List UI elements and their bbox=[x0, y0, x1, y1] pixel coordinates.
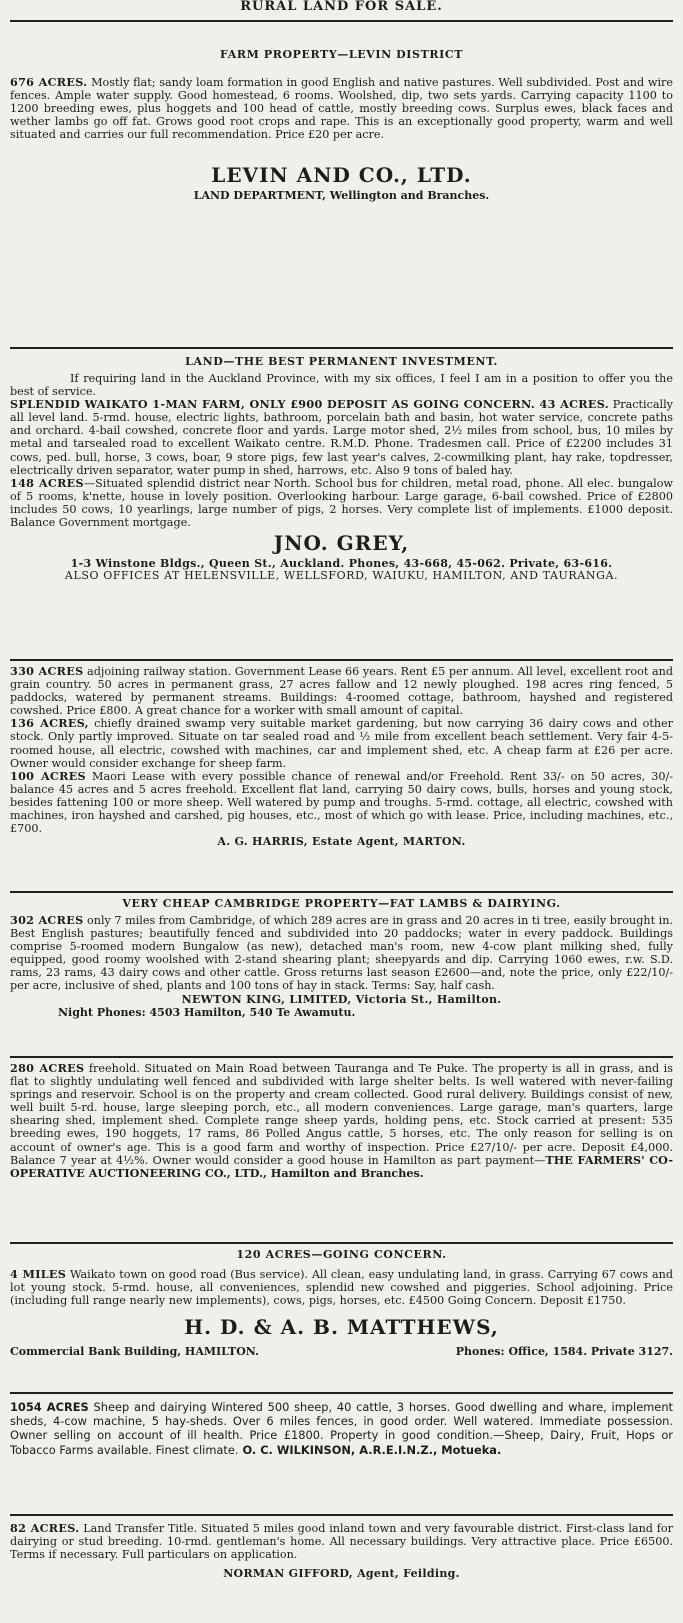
agent-phones: Night Phones: 4503 Hamilton, 540 Te Awamutu. bbox=[58, 1005, 356, 1019]
ad-body bbox=[10, 717, 673, 769]
agent-name: O. C. WILKINSON, A.R.E.I.N.Z., Motueka. bbox=[242, 1442, 502, 1457]
ad-body bbox=[10, 398, 673, 477]
divider bbox=[10, 1242, 673, 1244]
ad-text: only 7 miles from Cambridge, of which 289 acres are in grass and 20 acres in ti tree, easily brought in. Best English pastures; beautifully fenced and subdivided into 20 paddocks; water in every paddock. Buildings comprise 5-roomed modern Bungalow (as new), detached man's room, new 4-cow plant milking shed, fully equipped, good roomy woolshed with 2-stand shearing plant; sheepyards and dip. Carrying 1060 ewes, r.w. S.D. rams, 23 rams, 43 dairy cows and other cattle. Gross returns last season £2600—and, note the price, only £22/10/- per acre, inclusive of shed, plants and 100 tons of hay in stack. Terms: Say, half cash. bbox=[10, 914, 674, 993]
ad-newton-king bbox=[10, 897, 673, 1052]
ad-body bbox=[10, 770, 673, 835]
ad-text: Land Transfer Title. Situated 5 miles good inland town and very favourable district. First-class land for dairying or stud breeding. 10-rmd. gentleman's home. All necessary buildings. Very attractive place. Price £6500. Terms if necessary. Full particulars on application. bbox=[10, 1522, 673, 1562]
ad-lead: 136 ACRES, bbox=[10, 716, 89, 731]
divider bbox=[10, 1514, 673, 1516]
ad-body bbox=[10, 1268, 673, 1307]
ad-matthews bbox=[10, 1248, 673, 1388]
ad-intro: If requiring land in the Auckland Province, with my six offices, I feel I am in a position to offer you the best of service. bbox=[10, 372, 673, 399]
ad-jno-grey bbox=[10, 355, 673, 655]
ad-text: freehold. Situated on Main Road between Tauranga and Te Puke. The property is all in grass, and is flat to slightly undulating well fenced and subdivided with large shelter belts. Is well watered with never-failing springs and reservoir. School is on the property and cream collected. Good rural delivery. Buildings consist of new, well built 5-rd. house, large sleeping porch, etc., all modern conveniences. Large garage, man's quarters, large shearing shed, implement shed. Complete range sheep yards, holding pens, etc. Stock carried at present: 535 breeding ewes, 190 hoggets, 17 rams, 86 Polled Angus cattle, 5 horses, etc. The only reason for selling is on account of owner's age. This is a good farm and worthy of inspection. Price £27/10/- per acre. Deposit £4,000. Balance 7 year at 4½%. Owner would consider a good house in Hamilton as part payment— bbox=[10, 1062, 673, 1167]
ad-lead: 4 MILES bbox=[10, 1267, 67, 1281]
ad-body bbox=[10, 914, 673, 993]
ad-title: LAND—THE BEST PERMANENT INVESTMENT. bbox=[185, 355, 498, 368]
ad-harris bbox=[10, 665, 673, 887]
company-name: H. D. & A. B. MATTHEWS, bbox=[184, 1315, 499, 1340]
ad-text: Sheep and dairying Wintered 500 sheep, 40 cattle, 3 horses. Good dwelling and whare, implement sheds, 4-cow machine, 5 hay-sheds. Over 6 miles fences, in good order. Well watered. Immediate possession. Owner selling on account of ill health. Price £1800. Property in good condition.—Sheep, Dairy, Fruit, Hops or Tobacco Farms available. Finest climate. bbox=[10, 1400, 673, 1457]
ad-text: Maori Lease with every possible chance of renewal and/or Freehold. Rent 33/- on 50 acres, 30/- balance 45 acres and 5 acres freehold. Excellent flat land, carrying 50 dairy cows, bulls, horses and young stock, besides fattening 100 or more sheep. Well watered by pump and troughs. 5-rmd. cottage, all electric, cowshed with machines, iron hayshed and carshed, pig houses, etc., most of which go with lease. Price, including machines, etc., £700. bbox=[10, 769, 673, 836]
ad-lead: 100 ACRES bbox=[10, 768, 86, 783]
company-address: 1-3 Winstone Bldgs., Queen St., Auckland. Phones, 43-668, 45-062. Private, 63-616. bbox=[70, 557, 613, 571]
ad-text: Waikato town on good road (Bus service). All clean, easy undulating land, in grass. Carrying 67 cows and lot young stock. 5-rmd. house, all conveniences, splendid new cowshed and piggeries. School adjoining. Price (including full range nearly new implements), cows, pigs, horses, etc. £4500 Going Concern. Deposit £1750. bbox=[10, 1268, 673, 1308]
ad-lead: SPLENDID WAIKATO 1-MAN FARM, ONLY £900 DEPOSIT AS GOING CONCERN. 43 ACRES. bbox=[10, 397, 609, 412]
ad-lead: 302 ACRES bbox=[10, 913, 84, 927]
company-address-row bbox=[10, 1345, 673, 1359]
ad-gifford bbox=[10, 1522, 673, 1580]
ad-lead: 280 ACRES bbox=[10, 1061, 85, 1075]
agent-name: NORMAN GIFFORD, Agent, Feilding. bbox=[223, 1567, 460, 1581]
agent-name: A. G. HARRIS, Estate Agent, MARTON. bbox=[217, 835, 466, 849]
ad-title: VERY CHEAP CAMBRIDGE PROPERTY—FAT LAMBS & DAIRYING. bbox=[122, 897, 561, 910]
divider bbox=[10, 20, 673, 22]
company-offices: ALSO OFFICES AT HELENSVILLE, WELLSFORD, WAIUKU, HAMILTON, AND TAURANGA. bbox=[64, 569, 619, 583]
ad-lead: 148 ACRES bbox=[10, 475, 84, 490]
section-header: RURAL LAND FOR SALE. bbox=[240, 0, 443, 14]
ad-body bbox=[10, 1400, 673, 1457]
company-name: JNO. GREY, bbox=[273, 531, 410, 556]
ad-title: 120 ACRES—GOING CONCERN. bbox=[236, 1248, 447, 1261]
agent-name: THE FARMERS' CO-OPERATIVE AUCTIONEERING CO., LTD., Hamilton and Branches. bbox=[10, 1152, 673, 1180]
divider bbox=[10, 1392, 673, 1394]
ad-title: FARM PROPERTY—LEVIN DISTRICT bbox=[219, 48, 463, 61]
company-phones: Phones: Office, 1584. Private 3127. bbox=[455, 1345, 673, 1359]
ad-text: —Situated splendid district near North. School bus for children, metal road, phone. All elec. bungalow of 5 rooms, k'nette, house in lovely position. Overlooking harbour. Large garage, 6-bail cowshed. Price of £2800 includes 50 cows, 10 yearlings, large number of pigs, 2 horses. Very complete list of implements. £1000 deposit. Balance Government mortgage. bbox=[10, 476, 674, 530]
agent-name: NEWTON KING, LIMITED, Victoria St., Hamilton. bbox=[181, 992, 502, 1006]
ad-body bbox=[10, 1062, 673, 1180]
ad-body bbox=[10, 76, 673, 141]
divider bbox=[10, 891, 673, 893]
divider bbox=[10, 659, 673, 661]
ad-text: Mostly flat; sandy loam formation in good English and native pastures. Well subdivided. Post and wire fences. Ample water supply. Good homestead, 6 rooms. Woolshed, dip, two sets yards. Carrying capacity 1100 to 1200 breeding ewes, plus hoggets and 100 head of cattle, mostly breeding cows. Surplus ewes, black faces and wether lambs go off fat. Grows good root crops and rape. This is an exceptionally good property, warm and well situated and carries our full recommendation. Price £20 per acre. bbox=[10, 76, 673, 142]
ad-text: chiefly drained swamp very suitable market gardening, but now carrying 36 dairy cows and other stock. Only partly improved. Situate on tar sealed road and ½ mile from excellent beach settlement. Very fair 4-5-roomed house, all electric, cowshed with machines, car and implement shed, etc. A cheap farm at £26 per acre. Owner would consider exchange for sheep farm. bbox=[10, 717, 673, 770]
ad-levin bbox=[10, 48, 673, 343]
company-name: LEVIN AND CO., LTD. bbox=[211, 163, 472, 188]
ad-body bbox=[10, 665, 673, 717]
divider bbox=[10, 1056, 673, 1058]
divider bbox=[10, 347, 673, 349]
ad-body bbox=[10, 477, 673, 529]
company-address: Commercial Bank Building, HAMILTON. bbox=[10, 1345, 259, 1359]
ad-lead: 676 ACRES. bbox=[10, 75, 88, 89]
company-sub: LAND DEPARTMENT, Wellington and Branches. bbox=[193, 189, 490, 203]
ad-lead: 1054 ACRES bbox=[10, 1400, 89, 1414]
ad-text: Practically all level land. 5-rmd. house, electric lights, bathroom, porcelain bath and basin, hot water service, concrete paths and orchard. 4-bail cowshed, concrete floor and yards. Large motor shed, 2½ miles from school, bus, 10 miles by metal and tarsealed road to excellent Waikato centre. R.M.D. Phone. Tradesmen call. Price of £2200 includes 31 cows, ped. bull, horse, 3 cows, boar, 9 store pigs, few last year's calves, 2-cowmilking plant, hay rake, topdresser, electrically driven separator, water pump in shed, harrows, etc. Also 9 tons of baled hay. bbox=[10, 398, 673, 477]
ad-lead: 330 ACRES bbox=[10, 664, 84, 678]
ad-text: adjoining railway station. Government Lease 66 years. Rent £5 per annum. All level, excellent root and grain country. 50 acres in permanent grass, 27 acres fallow and 12 newly ploughed. 198 acres ring fenced, 5 paddocks, watered by permanent streams. Buildings: 4-roomed cottage, bathroom, hayshed and registered cowshed. Price £800. A great chance for a worker with small amount of capital. bbox=[10, 665, 673, 718]
ad-wilkinson bbox=[10, 1400, 673, 1510]
ad-farmers-coop bbox=[10, 1062, 673, 1238]
ad-lead: 82 ACRES. bbox=[10, 1521, 80, 1535]
ad-body bbox=[10, 1522, 673, 1561]
